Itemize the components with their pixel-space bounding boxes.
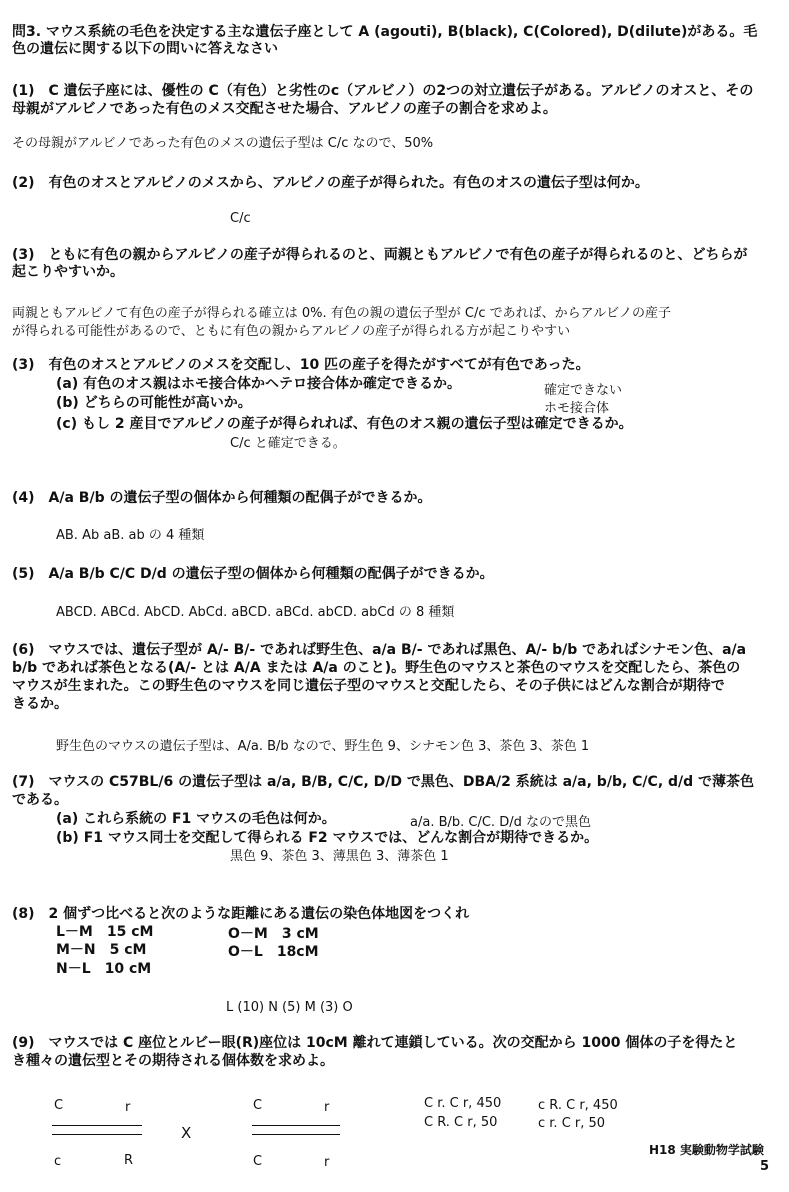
q9-line-2: き種々の遺伝型とその期待される個体数を求めよ。 <box>12 1053 334 1069</box>
q3a-answer-line-1: 両親ともアルビノて有色の産子が得られる確立は 0%. 有色の親の遺伝子型が C/c であれば、からアルビノの産子 <box>12 306 671 321</box>
q8-question: (8) 2 個ずつ比べると次のような距離にある遺伝の染色体地図をつくれ <box>12 906 470 922</box>
q9-result-3: C R. C r, 50 <box>424 1115 498 1130</box>
q6-line-2: b/b であれば茶色となる(A/- とは A/A または A/a のこと)。野生色のマウスと茶色のマウスを交配したら、茶色の <box>12 660 741 676</box>
q8-answer-map: L (10) N (5) M (3) O <box>226 1000 353 1015</box>
q3b-sub-c: (c) もし 2 産目でアルビノの産子が得られれば、有色のオス親の遺伝子型は確定できるか。 <box>56 416 633 432</box>
q3b-sub-b-answer: ホモ接合体 <box>544 401 610 416</box>
q3b-sub-b: (b) どちらの可能性が高いか。 <box>56 395 252 411</box>
question-title-line-2: 色の遺伝に関する以下の問いに答えなさい <box>12 41 278 57</box>
q4-answer: AB. Ab aB. ab の 4 種類 <box>56 528 205 543</box>
cross-right-bottom-r: r <box>324 1155 330 1170</box>
q8-pair-nl: N－L 10 cM <box>56 961 152 977</box>
q8-pair-om: O－M 3 cM <box>228 926 319 942</box>
q4-question: (4) A/a B/b の遺伝子型の個体から何種類の配偶子ができるか。 <box>12 490 432 506</box>
q2-question: (2) 有色のオスとアルビノのメスから、アルビノの産子が得られた。有色のオスの遺伝子型は何か。 <box>12 175 649 191</box>
cross-left-line-2 <box>52 1134 142 1135</box>
cross-right-line-1 <box>252 1125 340 1126</box>
q6-line-1: (6) マウスでは、遺伝子型が A/- B/- であれば野生色、a/a B/- であれば黒色、A/- b/b であればシナモン色、a/a <box>12 642 747 658</box>
q9-result-2: c R. C r, 450 <box>538 1098 618 1113</box>
cross-left-bottom-c: c <box>54 1154 62 1169</box>
q6-line-3: マウスが生まれた。この野生色のマウスを同じ遺伝子型のマウスと交配したら、その子供にはどんな割合が期待で <box>12 678 725 694</box>
q3a-line-1: (3) ともに有色の親からアルビノの産子が得られるのと、両親ともアルビノで有色の産子が得られるのと、どちらが <box>12 247 748 263</box>
cross-left-bottom-r: R <box>124 1153 134 1168</box>
q3b-sub-a: (a) 有色のオス親はホモ接合体かヘテロ接合体か確定できるか。 <box>56 376 461 392</box>
q8-pair-lm: L－M 15 cM <box>56 924 154 940</box>
cross-right-top-r: r <box>324 1100 330 1115</box>
q1-answer: その母親がアルビノであった有色のメスの遺伝子型は C/c なので、50% <box>12 136 434 151</box>
q5-answer: ABCD. ABCd. AbCD. AbCd. aBCD. aBCd. abCD. abCd の 8 種類 <box>56 605 455 620</box>
q7-sub-a: (a) これら系統の F1 マウスの毛色は何か。 <box>56 811 336 827</box>
q3b-sub-c-answer: C/c と確定できる。 <box>230 436 346 451</box>
q9-line-1: (9) マウスでは C 座位とルビー眼(R)座位は 10cM 離れて連鎖している。次の交配から 1000 個体の子を得たと <box>12 1035 738 1051</box>
q1-line-1: (1) C 遺伝子座には、優性の C（有色）と劣性のc（アルビノ）の2つの対立遺伝子がある。アルビノのオスと、その <box>12 83 754 99</box>
q9-result-1: C r. C r, 450 <box>424 1096 502 1111</box>
q3b-sub-a-answer: 確定できない <box>544 383 623 398</box>
q7-line-1: (7) マウスの C57BL/6 の遺伝子型は a/a, B/B, C/C, D/D で黒色、DBA/2 系統は a/a, b/b, C/C, d/d で薄茶色 <box>12 774 755 790</box>
q2-answer: C/c <box>230 211 251 226</box>
q6-answer: 野生色のマウスの遺伝子型は、A/a. B/b なので、野生色 9、シナモン色 3、茶色 3、茶色 1 <box>56 739 590 754</box>
footer-exam-name: H18 実験動物学試験 <box>649 1143 764 1157</box>
q9-result-4: c r. C r, 50 <box>538 1116 606 1131</box>
cross-right-line-2 <box>252 1134 340 1135</box>
cross-left-top-c: C <box>54 1098 64 1113</box>
q8-pair-ol: O－L 18cM <box>228 944 319 960</box>
q3a-answer-line-2: が得られる可能性があるので、ともに有色の親からアルビノの産子が得られる方が起こりやすい <box>12 324 571 339</box>
cross-right-top-c: C <box>253 1098 263 1113</box>
q8-pair-mn: M－N 5 cM <box>56 942 147 958</box>
q5-question: (5) A/a B/b C/C D/d の遺伝子型の個体から何種類の配偶子ができるか。 <box>12 566 494 582</box>
q7-line-2: である。 <box>12 792 68 808</box>
q1-line-2: 母親がアルビノであった有色のメス交配させた場合、アルビノの産子の割合を求めよ。 <box>12 101 557 117</box>
q3a-line-2: 起こりやすいか。 <box>12 264 124 280</box>
cross-x: X <box>181 1124 192 1142</box>
page-number: 5 <box>760 1159 770 1174</box>
q3b-question: (3) 有色のオスとアルビノのメスを交配し、10 匹の産子を得たがすべてが有色であった。 <box>12 357 590 373</box>
q7-sub-b: (b) F1 マウス同士を交配して得られる F2 マウスでは、どんな割合が期待できるか。 <box>56 830 599 846</box>
cross-left-line-1 <box>52 1125 142 1126</box>
q7-sub-b-answer: 黒色 9、茶色 3、薄黒色 3、薄茶色 1 <box>230 849 449 864</box>
question-title-line-1: 問3. マウス系統の毛色を決定する主な遺伝子座として A (agouti), B(black), C(Colored), D(dilute)がある。毛 <box>12 24 758 40</box>
cross-left-top-r: r <box>125 1100 131 1115</box>
cross-right-bottom-c: C <box>253 1154 263 1169</box>
q7-sub-a-answer: a/a. B/b. C/C. D/d なので黒色 <box>410 815 591 830</box>
q6-line-4: きるか。 <box>12 696 68 712</box>
